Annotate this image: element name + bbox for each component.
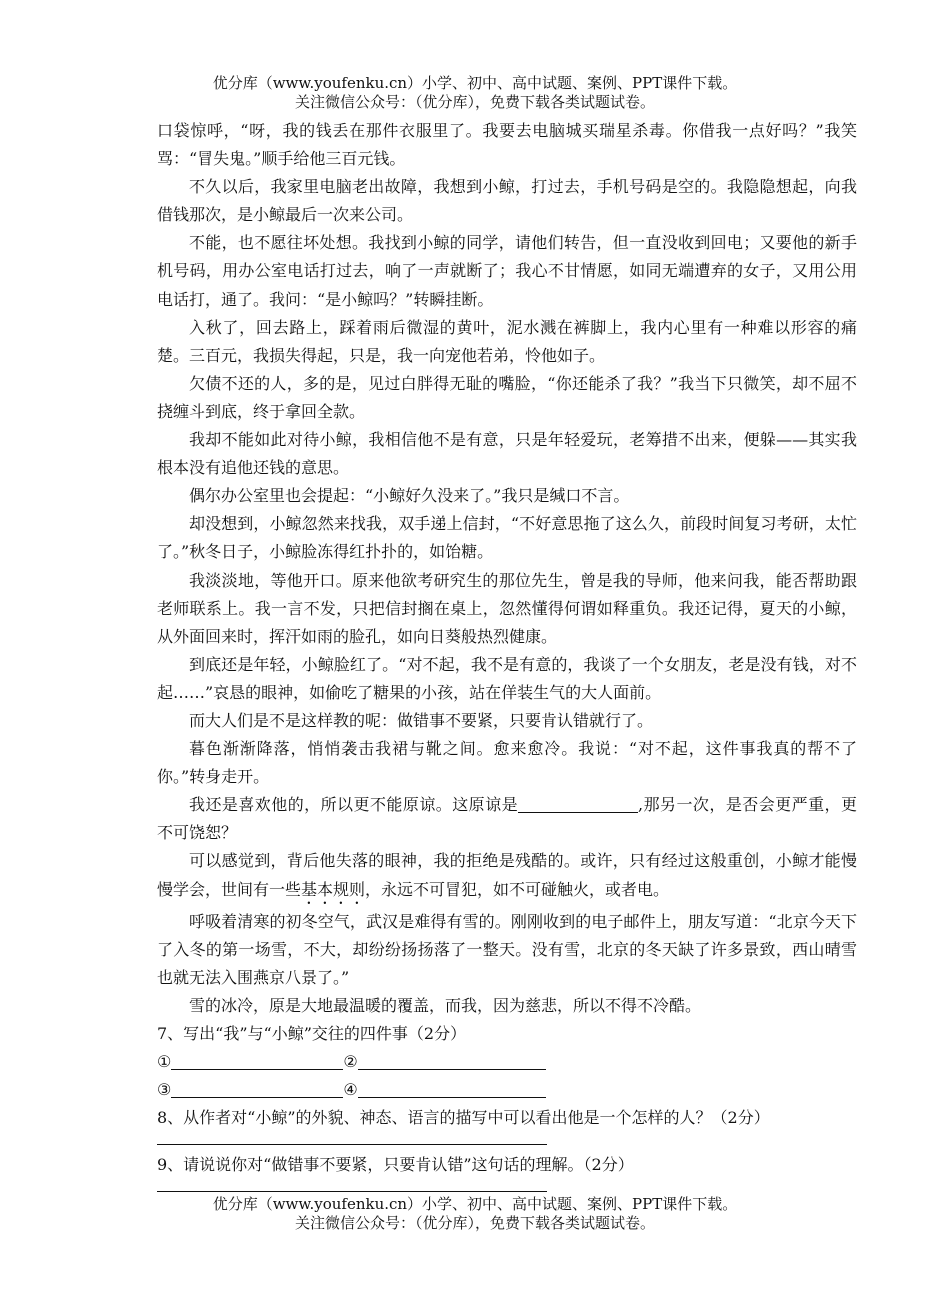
- paragraph-text: 我还是喜欢他的，所以更不能原谅。这原谅是: [189, 795, 519, 815]
- marker-1: ①: [157, 1052, 172, 1071]
- answer-line-q9[interactable]: [157, 1179, 547, 1192]
- passage-paragraph-with-blank: [157, 791, 857, 847]
- passage-paragraph: 而大人们是不是这样教的呢：做错事不要紧，只要肯认错就行了。: [189, 710, 654, 730]
- passage-paragraph: 到底还是年轻，小鲸脸红了。“对不起，我不是有意的，我谈了一个女朋友，老是没有钱，对不起……”哀恳的眼神，如偷吃了糖果的小孩，站在佯装生气的大人面前。: [157, 654, 857, 702]
- passage-paragraph: 不久以后，我家里电脑老出故障，我想到小鲸，打过去，手机号码是空的。我隐隐想起，向我借钱那次，是小鲸最后一次来公司。: [157, 177, 857, 225]
- passage-paragraph: 却没想到，小鲸忽然来找我，双手递上信封，“不好意思拖了这么久，前段时间复习考研，太忙了。”秋冬日子，小鲸脸冻得红扑扑的，如饴糖。: [157, 514, 857, 562]
- exam-content: [157, 117, 857, 1198]
- answer-line-4[interactable]: [358, 1079, 546, 1098]
- passage-paragraph-with-emphasis: [157, 847, 857, 907]
- answer-line-3[interactable]: [171, 1079, 343, 1098]
- header-line-1: 优分库（www.youfenku.cn）小学、初中、高中试题、案例、PPT课件下载。: [212, 74, 738, 92]
- answer-line-q8[interactable]: [157, 1132, 547, 1145]
- marker-2: ②: [343, 1052, 358, 1071]
- footer-line-2: 关注微信公众号：（优分库），免费下载各类试题试卷。: [294, 1214, 655, 1232]
- passage-paragraph: 我淡淡地，等他开口。原来他欲考研究生的那位先生，曾是我的导师，他来问我，能否帮助跟老师联系上。我一言不发，只把信封搁在桌上，忽然懂得何谓如释重负。我还记得，夏天的小鲸，从外面回来时，挥汗如雨的脸孔，如向日葵般热烈健康。: [157, 570, 857, 646]
- passage-paragraph: 我却不能如此对待小鲸，我相信他不是有意，只是年轻爱玩，老筹措不出来，便躲——其实我根本没有追他还钱的意思。: [157, 430, 857, 478]
- answer-row-1: [157, 1048, 857, 1076]
- passage-paragraph: 呼吸着清寒的初冬空气，武汉是难得有雪的。刚刚收到的电子邮件上，朋友写道：“北京今天下了入冬的第一场雪，不大，却纷纷扬扬落了一整天。没有雪，北京的冬天缺了许多景致，西山晴雪也就无法入围燕京八景了。”: [157, 911, 857, 987]
- marker-3: ③: [157, 1080, 172, 1100]
- answer-line-2[interactable]: [358, 1051, 546, 1070]
- passage-paragraph: 暮色渐渐降落，悄悄袭击我裙与靴之间。愈来愈冷。我说：“对不起，这件事我真的帮不了你。”转身走开。: [157, 739, 857, 787]
- paragraph-text: ，永远不可冒犯，如不可碰触火，或者电。: [365, 879, 670, 899]
- question-9: 9、请说说你对“做错事不要紧，只要肯认错”这句话的理解。（2分）: [157, 1155, 634, 1175]
- page-footer: [0, 1195, 950, 1233]
- footer-line-1: 优分库（www.youfenku.cn）小学、初中、高中试题、案例、PPT课件下载。: [212, 1195, 738, 1213]
- fill-in-blank[interactable]: [518, 794, 638, 813]
- question-8: 8、从作者对“小鲸”的外貌、神态、语言的描写中可以看出他是一个怎样的人？（2分）: [157, 1108, 770, 1128]
- passage-paragraph: 雪的冰冷，原是大地最温暖的覆盖，而我，因为慈悲，所以不得不冷酷。: [189, 995, 702, 1015]
- passage-paragraph: 偶尔办公室里也会提起：“小鲸好久没来了。”我只是缄口不言。: [189, 486, 630, 506]
- emphasis-dotted-text: 基本规则: [301, 879, 366, 899]
- answer-row-2: [157, 1076, 857, 1104]
- header-line-2: 关注微信公众号：（优分库），免费下载各类试题试卷。: [294, 93, 655, 111]
- question-7: 7、写出“我”与“小鲸”交往的四件事（2分）: [157, 1023, 467, 1043]
- passage-paragraph: 口袋惊呼，“呀，我的钱丢在那件衣服里了。我要去电脑城买瑞星杀毒。你借我一点好吗？”我笑骂：“冒失鬼。”顺手给他三百元钱。: [157, 121, 857, 169]
- paragraph-text: 可以感觉到，背后他失落的眼神，我的拒绝是残酷的。或许，只有经过这般重创，小鲸才能慢慢学会，世间有一些: [157, 851, 857, 899]
- page-header: [0, 74, 950, 112]
- answer-line-1[interactable]: [171, 1051, 343, 1070]
- passage-paragraph: 入秋了，回去路上，踩着雨后微湿的黄叶，泥水溅在裤脚上，我内心里有一种难以形容的痛楚。三百元，我损失得起，只是，我一向宠他若弟，怜他如子。: [157, 317, 857, 365]
- paragraph-text: ,那另一次，是否会更严重，更不可饶恕？: [157, 795, 857, 843]
- passage-paragraph: 不能，也不愿往坏处想。我找到小鲸的同学，请他们转告，但一直没收到回电；又要他的新手机号码，用办公室电话打过去，响了一声就断了；我心不甘情愿，如同无端遭弃的女子，又用公用电话打，通了。我问：“是小鲸吗？”转瞬挂断。: [157, 233, 857, 309]
- passage-paragraph: 欠债不还的人，多的是，见过白胖得无耻的嘴脸，“你还能杀了我？”我当下只微笑，却不屈不挠缠斗到底，终于拿回全款。: [157, 373, 857, 421]
- marker-4: ④: [343, 1080, 358, 1100]
